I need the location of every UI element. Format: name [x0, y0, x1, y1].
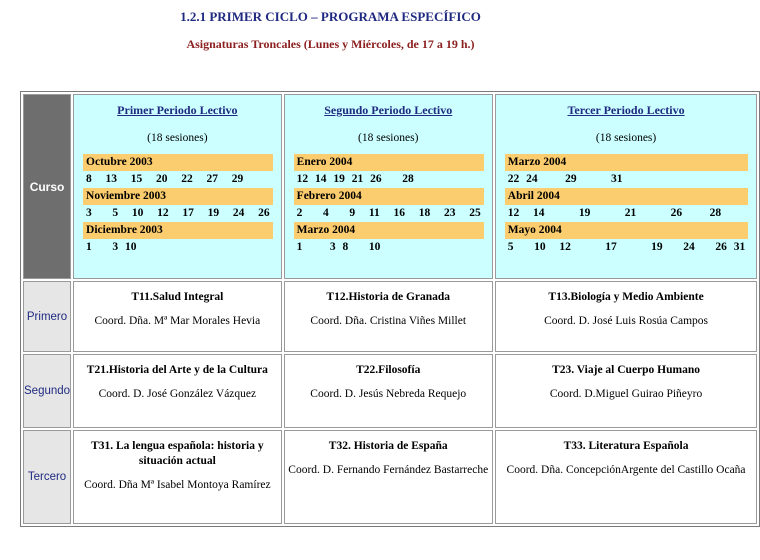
month-name: Mayo 2004 — [505, 222, 749, 239]
month-days: 12 14 19 21 26 28 — [296, 173, 414, 185]
subject-coordinator: Coord. D. Jesús Nebreda Requejo — [310, 388, 467, 400]
month-days: 8 13 15 20 22 27 29 — [86, 173, 244, 185]
subject-coordinator: Coord. D.Miguel Guirao Piñeyro — [549, 388, 703, 400]
month-name: Marzo 2004 — [294, 222, 484, 239]
subject-coordinator: Coord. D. José González Vázquez — [98, 388, 257, 400]
subject-cell — [284, 430, 493, 524]
period-title[interactable]: Primer Periodo Lectivo — [117, 103, 238, 117]
table-row — [23, 354, 757, 428]
page-subtitle: Asignaturas Troncales (Lunes y Miércoles, de 17 a 19 h.) — [186, 37, 475, 51]
subject-cell — [284, 354, 493, 428]
month-name: Abril 2004 — [505, 188, 749, 205]
month-name: Noviembre 2003 — [83, 188, 273, 205]
subject-cell — [73, 430, 282, 524]
subject-title: T33. Literatura Española — [563, 440, 689, 452]
month-days: 2 4 9 11 16 18 23 25 — [296, 207, 481, 219]
month-list — [505, 154, 749, 256]
program-table — [20, 91, 760, 527]
month-list — [294, 154, 484, 256]
curso-header: Curso — [23, 94, 71, 279]
period-sessions: (18 sesiones) — [147, 132, 208, 144]
month-list — [83, 154, 273, 256]
period-title[interactable]: Segundo Periodo Lectivo — [324, 103, 453, 117]
subject-title: T31. La lengua española: historia y situación actual — [91, 440, 264, 467]
periods-row — [23, 94, 757, 279]
month-days: 1 3 8 10 — [296, 241, 381, 253]
month-name: Febrero 2004 — [294, 188, 484, 205]
level-label: Tercero — [23, 430, 71, 524]
subject-title: T32. Historia de España — [328, 440, 448, 452]
period-1 — [73, 94, 282, 279]
subject-title: T11.Salud Integral — [131, 291, 224, 303]
period-sessions: (18 sesiones) — [595, 132, 657, 144]
period-2 — [284, 94, 493, 279]
period-3 — [495, 94, 758, 279]
subject-cell — [495, 281, 758, 352]
subject-coordinator: Coord. Dña Mª Isabel Montoya Ramírez — [84, 479, 271, 491]
month-days: 5 10 12 17 19 24 26 31 — [507, 241, 746, 253]
subject-title: T22.Filosofía — [356, 364, 421, 376]
month-name: Enero 2004 — [294, 154, 484, 171]
month-days: 12 14 19 21 26 28 — [507, 207, 722, 219]
level-label: Segundo — [23, 354, 71, 428]
subject-cell — [284, 281, 493, 352]
subject-coordinator: Coord. Dña. Mª Mar Morales Hevia — [94, 315, 261, 327]
subject-cell — [73, 281, 282, 352]
month-name: Diciembre 2003 — [83, 222, 273, 239]
subject-coordinator: Coord. Dña. Cristina Viñes Millet — [310, 315, 467, 327]
subject-title: T12.Historia de Granada — [326, 291, 451, 303]
page-title: 1.2.1 PRIMER CICLO – PROGRAMA ESPECÍFICO — [180, 9, 481, 24]
table-row — [23, 430, 757, 524]
subject-coordinator: Coord. D. Fernando Fernández Bastarreche — [288, 464, 489, 476]
subject-title: T21.Historia del Arte y de la Cultura — [86, 364, 268, 376]
period-sessions: (18 sesiones) — [358, 132, 419, 144]
month-name: Marzo 2004 — [505, 154, 749, 171]
subject-title: T13.Biología y Medio Ambiente — [548, 291, 704, 303]
subject-cell — [495, 430, 758, 524]
subject-coordinator: Coord. Dña. ConcepciónArgente del Castillo Ocaña — [506, 464, 746, 476]
period-title[interactable]: Tercer Periodo Lectivo — [567, 103, 685, 117]
subject-coordinator: Coord. D. José Luis Rosúa Campos — [544, 315, 708, 327]
subject-cell — [495, 354, 758, 428]
table-row — [23, 281, 757, 352]
month-days: 1 3 10 — [86, 241, 137, 253]
subject-cell — [73, 354, 282, 428]
month-name: Octubre 2003 — [83, 154, 273, 171]
level-label: Primero — [23, 281, 71, 352]
month-days: 3 5 10 12 17 19 24 26 — [86, 207, 270, 219]
subject-title: T23. Viaje al Cuerpo Humano — [552, 364, 700, 376]
month-days: 22 24 29 31 — [507, 173, 623, 185]
